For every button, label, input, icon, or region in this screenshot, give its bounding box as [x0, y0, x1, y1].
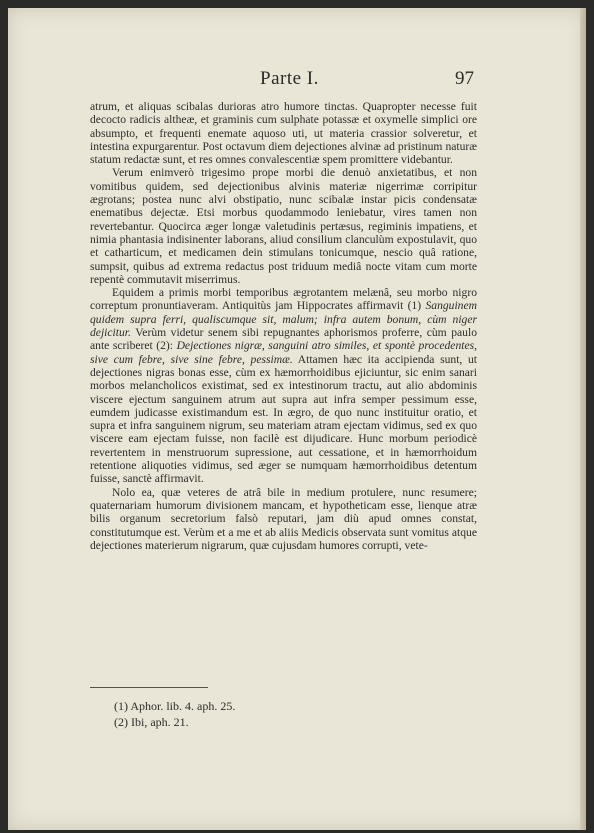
paragraph: [90, 166, 477, 286]
page-number: 97: [455, 68, 474, 89]
paragraph: [90, 100, 477, 166]
page-header: [8, 68, 586, 92]
page-edge: [580, 8, 586, 830]
text-run: Verùm videtur senem sibi repugnantes aphorismos proferre, cùm paulo ante scriberet (2):: [90, 326, 477, 353]
footnote-rule: [90, 687, 208, 688]
paragraph: [90, 286, 477, 485]
italic-quote: Sanguinem quidem supra ferri, qualiscumque sit, malum; infra autem bonum, cùm niger dejicitur.: [90, 299, 477, 340]
text-run: Attamen hæc ita accipienda sunt, ut dejectiones nigras bonas esse, cùm ex hæmorrhoidibus ejiciuntur, sic enim sanari morbos melancholicos existimat, sed ex intestinorum tractu, aut alio abdominis viscere ejectum sanguinem atrum aut supra aut infra semper pessimum esse, eumdem judicasse existimandum est. In ægro, de quo nunc instituitur oratio, et supra et infra sanguinem nigrum, seu materiam atram ejectam vidimus, sed ex quo viscere eam ejectam fuisse, non facilè est dijudicare. Hunc morbum periodicè revertentem in menstruorum supressione, aut cessatione, et in hæmorrhoidum retentione aliquoties vidimus, sed æger se numquam hæmorrhoidibus detentum fuisse, sanctè affirmavit.: [90, 352, 477, 486]
italic-quote: Dejectiones nigræ, sanguini atro similes, et spontè procedentes, sive cum febre, sive sine febre, pessimæ.: [90, 339, 478, 366]
paragraph: [90, 486, 477, 552]
text-run: Verum enimverò trigesimo prope morbi die denuò anxietatibus, et non vomitibus quidem, sed dejectionibus alvinis materiæ nigerrimæ corripitur ægrotans; postea nunc alvi obstipatio, nunc scibalæ instar picis condensatæ enematibus dejectæ. Etsi morbus quodammodo leniebatur, vires tamen non revertebantur. Quocirca æger longæ valetudinis pertæsus, regiminis impatiens, et nimia phantasia indisinenter laborans, aliud consilium clanculùm expostulavit, quo et catharticum, et medicamen dein stimulans tonicumque, nescio quâ ratione, sumpsit, quibus ad extrema redactus post triduum mediâ nocte vitam cum morte repentè commutavit miserrimus.: [90, 166, 477, 286]
footnotes: [114, 699, 364, 730]
footnote: (2) Ibi, aph. 21.: [114, 714, 189, 729]
footnote: (1) Aphor. lib. 4. aph. 25.: [114, 699, 236, 713]
body-text: [90, 100, 477, 552]
book-page: [8, 8, 586, 830]
running-head: Parte I.: [260, 68, 319, 89]
text-run: atrum, et aliquas scibalas durioras atro humore tinctas. Quapropter necesse fuit decocto radicis altheæ, et graminis cum sulphate potassæ et oxymelle simplici ore absumpto, et frequenti enemate aquoso uti, ut materia crassior solveretur, et intestina expurgarentur. Post octavum diem dejectiones alvinæ ad pristinum naturæ statum redactæ sunt, et res omnes convalescentiæ spem promittere videbantur.: [90, 100, 477, 167]
text-run: Nolo ea, quæ veteres de atrâ bile in medium protulere, nunc resumere; quaternariam humorum divisionem mancam, et hypotheticam esse, lienque atræ bilis organum secretorium falsò reputari, jam diù apud omnes constat, constitutumque est. Verùm et a me et ab aliis Medicis observata sunt vomitus atque dejectiones materierum nigrarum, quæ cujusdam humores corrupti, vete-: [90, 485, 477, 552]
text-run: Equidem a primis morbi temporibus ægrotantem melænâ, seu morbo nigro correptum pronuntiaveram. Antiquitùs jam Hippocrates affirmavit (1): [90, 286, 477, 313]
